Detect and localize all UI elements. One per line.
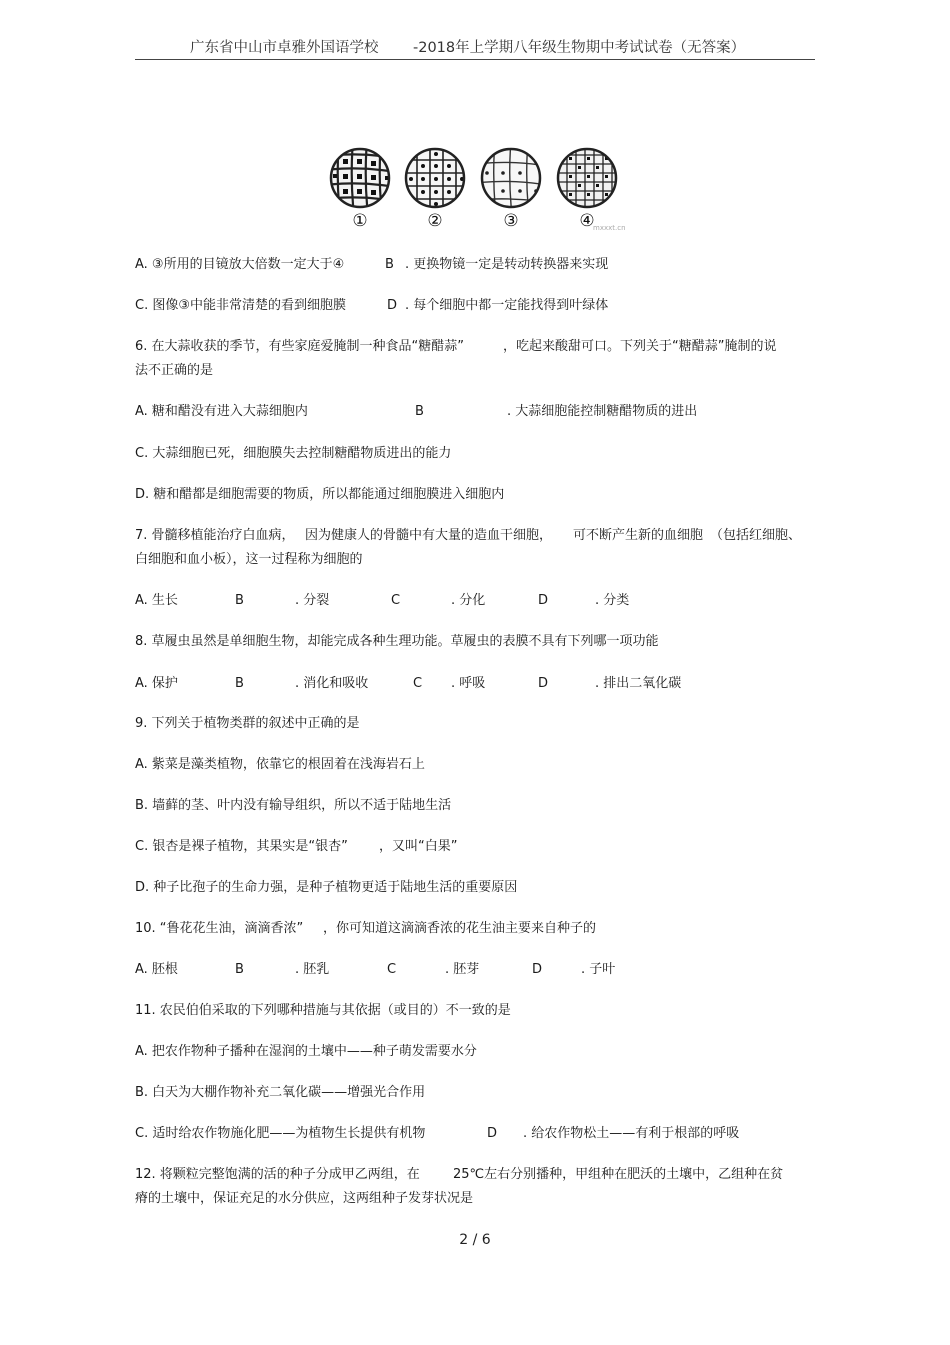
q6-stem-line2: 法不正确的是 [135, 363, 214, 378]
q7-stem-part4: （包括红细胞、 [710, 528, 802, 543]
q12-stem-part2: 25℃左右分别播种，甲组种在肥沃的土壤中，乙组种在贫 [453, 1167, 784, 1182]
q10-option-c: . 胚芽 [445, 962, 480, 977]
q9-option-a: A. 紫菜是藻类植物，依靠它的根固着在浅海岩石上 [135, 757, 425, 772]
q6-stem-part1: 6. 在大蒜收获的季节，有些家庭爱腌制一种食品“糖醋蒜” [135, 339, 465, 354]
q7-stem-part1: 7. 骨髓移植能治疗白血病， [135, 528, 295, 543]
q6-stem-part2: ，吃起来酸甜可口。下列关于“糖醋蒜”腌制的说 [503, 339, 777, 354]
q7-option-b: . 分裂 [295, 593, 330, 608]
q6-option-b: . 大蒜细胞能控制糖醋物质的进出 [507, 404, 698, 419]
q7-option-d-letter: D [538, 593, 549, 608]
q10-option-d: . 子叶 [581, 962, 616, 977]
q5-option-b: . 更换物镜一定是转动转换器来实现 [405, 257, 609, 272]
q8-option-a: A. 保护 [135, 676, 178, 691]
q11-option-c: C. 适时给农作物施化肥——为植物生长提供有机物 [135, 1126, 426, 1141]
q8-option-d-letter: D [538, 676, 549, 691]
q6-option-c: C. 大蒜细胞已死，细胞膜失去控制糖醋物质进出的能力 [135, 446, 452, 461]
q11-option-a: A. 把农作物种子播种在湿润的土壤中——种子萌发需要水分 [135, 1044, 477, 1059]
q9-stem: 9. 下列关于植物类群的叙述中正确的是 [135, 716, 360, 731]
q8-option-c: . 呼吸 [451, 676, 486, 691]
q10-option-b: . 胚乳 [295, 962, 330, 977]
q9-option-c-part1: C. 银杏是裸子植物，其果实是“银杏” [135, 839, 348, 854]
q11-option-d: . 给农作物松土——有利于根部的呼吸 [523, 1126, 740, 1141]
q10-option-a: A. 胚根 [135, 962, 178, 977]
q5-option-c: C. 图像③中能非常清楚的看到细胞膜 [135, 298, 346, 313]
q7-option-a: A. 生长 [135, 593, 178, 608]
q5-option-a: A. ③所用的目镜放大倍数一定大于④ [135, 257, 345, 272]
q5-option-d: . 每个细胞中都一定能找得到叶绿体 [405, 298, 609, 313]
header-exam-title: -2018年上学期八年级生物期中考试试卷（无答案） [413, 40, 746, 56]
q8-stem: 8. 草履虫虽然是单细胞生物，却能完成各种生理功能。草履虫的表膜不具有下列哪一项功能 [135, 634, 659, 649]
q10-option-d-letter: D [532, 962, 543, 977]
q7-option-d: . 分类 [595, 593, 630, 608]
view-4 [555, 140, 620, 216]
page-header [135, 30, 815, 58]
q12-stem-part1: 12. 将颗粒完整饱满的活的种子分成甲乙两组，在 [135, 1167, 420, 1182]
view-1 [325, 140, 395, 216]
q10-option-c-letter: C [387, 962, 397, 977]
q7-stem-part2: 因为健康人的骨髓中有大量的造血干细胞， [305, 528, 553, 543]
q11-option-d-letter: D [487, 1126, 498, 1141]
q10-stem-part2: ，你可知道这滴滴香浓的花生油主要来自种子的 [323, 921, 597, 936]
q7-option-c-letter: C [391, 593, 401, 608]
view-label-1: ① [352, 211, 368, 231]
q11-stem: 11. 农民伯伯采取的下列哪种措施与其依据（或目的）不一致的是 [135, 1003, 511, 1018]
view-2 [400, 140, 470, 216]
q9-option-c-part2: ，又叫“白果” [379, 839, 458, 854]
q12-stem-line2: 瘠的土壤中，保证充足的水分供应，这两组种子发芽状况是 [135, 1191, 474, 1206]
view-3 [475, 140, 547, 216]
view-label-4: ④ [579, 211, 595, 231]
q6-option-b-letter: B [415, 404, 424, 419]
q5-option-b-letter: B [385, 257, 394, 272]
figure-watermark: mxxxt.cn [593, 224, 625, 232]
page-number: 2 / 6 [459, 1232, 491, 1248]
microscope-cell-figure [325, 140, 625, 235]
q8-option-d: . 排出二氧化碳 [595, 676, 682, 691]
q7-option-c: . 分化 [451, 593, 486, 608]
header-rule [135, 59, 815, 60]
q5-option-d-letter: D [387, 298, 398, 313]
q10-option-b-letter: B [235, 962, 244, 977]
q11-option-b: B. 白天为大棚作物补充二氧化碳——增强光合作用 [135, 1085, 426, 1100]
q8-option-b-letter: B [235, 676, 244, 691]
q7-option-b-letter: B [235, 593, 244, 608]
header-school: 广东省中山市卓雅外国语学校 [190, 40, 379, 56]
q6-option-a: A. 糖和醋没有进入大蒜细胞内 [135, 404, 308, 419]
q10-stem-part1: 10. “鲁花花生油，滴滴香浓” [135, 921, 304, 936]
q9-option-b: B. 墙藓的茎、叶内没有输导组织，所以不适于陆地生活 [135, 798, 452, 813]
q6-option-d: D. 糖和醋都是细胞需要的物质，所以都能通过细胞膜进入细胞内 [135, 487, 505, 502]
view-label-3: ③ [503, 211, 519, 231]
q7-stem-line2: 白细胞和血小板），这一过程称为细胞的 [135, 552, 363, 567]
q9-option-d: D. 种子比孢子的生命力强，是种子植物更适于陆地生活的重要原因 [135, 880, 518, 895]
view-label-2: ② [427, 211, 443, 231]
q8-option-c-letter: C [413, 676, 423, 691]
q8-option-b: . 消化和吸收 [295, 676, 369, 691]
q7-stem-part3: 可不断产生新的血细胞 [573, 528, 704, 543]
